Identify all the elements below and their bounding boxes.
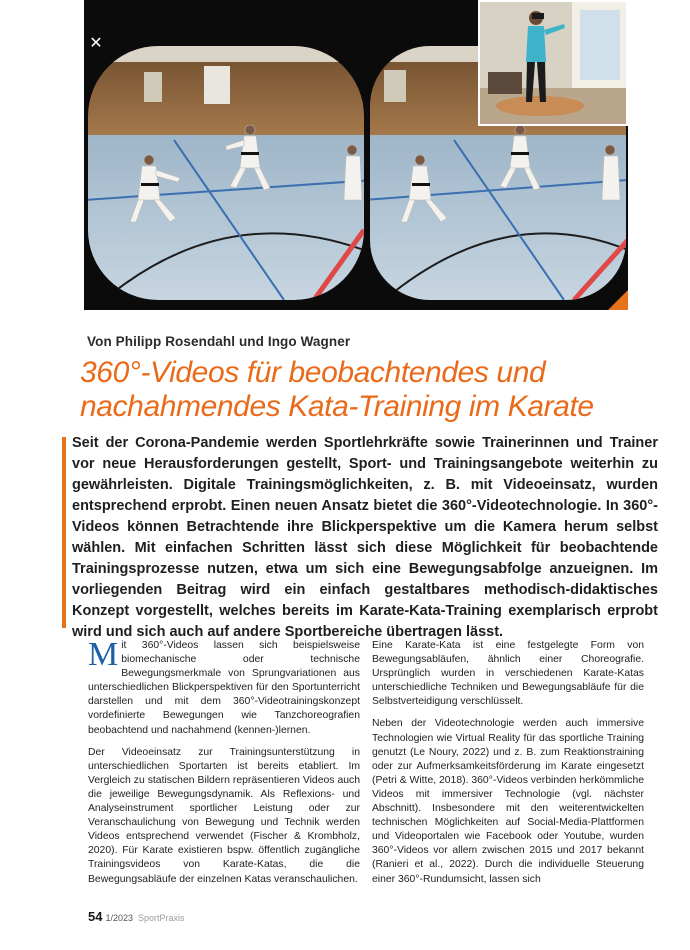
page-number: 54 <box>88 909 103 924</box>
right-paragraph-2: Neben der Videotechnologie werden auch immersive Technologien wie Virtual Reality für das sportliche Training genutzt (Le Noury, 2022) und z. B. zum Reaktionstraining oder zur Aufmerksamkeitsförderung im Karate eingesetzt (Petri & Witte, 2018). 360°-Videos verbinden herkömmliche Videos mit immersiver Technologie (vgl. nächster Abschnitt). Insbesondere mit den weiterentwickelten technischen Möglichkeiten auf Social-Media-Plattformen und Videoportalen wie Facebook oder Youtube, wurden 360°-Videos vor allem zwischen 2015 und 2017 bekannt (Ranieri et al., 2022). Durch die individuelle Steuerung einer 360°-Rundumsicht, lassen sich <box>372 718 644 885</box>
page-footer <box>88 909 185 924</box>
article-title: 360°-Videos für beobachtendes und nachahmendes Kata-Training im Karate <box>80 356 594 423</box>
vr-headset-icon <box>480 2 626 124</box>
left-lens <box>84 40 374 305</box>
close-icon[interactable]: ✕ <box>89 33 103 52</box>
right-column <box>372 639 644 895</box>
left-paragraph-1-text: it 360°-Videos lassen sich beispielsweise biomechanische oder technische Bewegungsmerkmale von Sprungvariationen aus unterschiedlichen Blickperspektiven für den Sportunterricht darstellen und mit dem 360°-Videotrainingskonzept vordefinierte Bewegungen wie Tanzchoreografien beobachtend und nachahmend (kennen-)lernen. <box>88 640 360 736</box>
left-paragraph-1 <box>88 636 360 738</box>
left-column <box>88 636 360 895</box>
byline: Von Philipp Rosendahl und Ingo Wagner <box>87 334 351 349</box>
magazine-name: SportPraxis <box>138 913 185 923</box>
dropcap: M <box>88 636 119 673</box>
hero-image <box>84 0 628 310</box>
lead-accent-bar <box>62 437 66 628</box>
left-paragraph-2: Der Videoeinsatz zur Trainingsunterstützung in unterschiedlichen Sportarten ist bereits etabliert. Im Vergleich zu statischen Bildern repräsentieren Videos auch die jeweilige Bewegungsdynamik. Als Reflexions- und Analyseinstrument sportlicher Leistung oder zur Veranschaulichung von Bewegung und Technik werden Videos entsprechend verwendet (Fischer & Krombholz, 2020). Für Karate existieren bspw. öffentlich zugängliche Trainingsvideos von Karate-Katas, die die Bewegungsabläufe der einzelnen Katas veranschaulichen. <box>88 746 360 885</box>
right-paragraph-1: Eine Karate-Kata ist eine festgelegte Form von Bewegungsabläufen, ähnlich einer Choreografie. Ursprünglich wurden in verschiedenen Karate-Katas unterschiedliche Techniken und Bewegungsabläufe für die Selbstverteidigung verschlüsselt. <box>372 640 644 708</box>
issue-number: 1/2023 <box>105 913 133 923</box>
inset-photo-vr-user <box>478 0 628 126</box>
lead-paragraph: Seit der Corona-Pandemie werden Sportlehrkräfte sowie Trainerinnen und Trainer vor neue Herausforderungen gestellt, Sport- und Trainingsangebote weiterhin zu gewährleisten. Digitale Trainingsmöglichkeiten, z. B. mit Videoeinsatz, wurden entsprechend erprobt. Einen neuen Ansatz bietet die 360°-Videotechnologie. In 360°-Videos können Betrachtende ihre Blickperspektive um die Kamera herum selbst wählen. Mit einfachen Schritten lässt sich diese Möglichkeit für beobachtende Trainingsprozesse nutzen, etwa um sich eine Bewegungsabfolge anzueignen. Im vorliegenden Beitrag wird ein einfach gestaltbares methodisch-didaktisches Konzept vorgestellt, welches bereits im Karate-Kata-Training exemplarisch erprobt wird und sich auch auf andere Sportbereiche übertragen lässt. <box>72 435 658 640</box>
